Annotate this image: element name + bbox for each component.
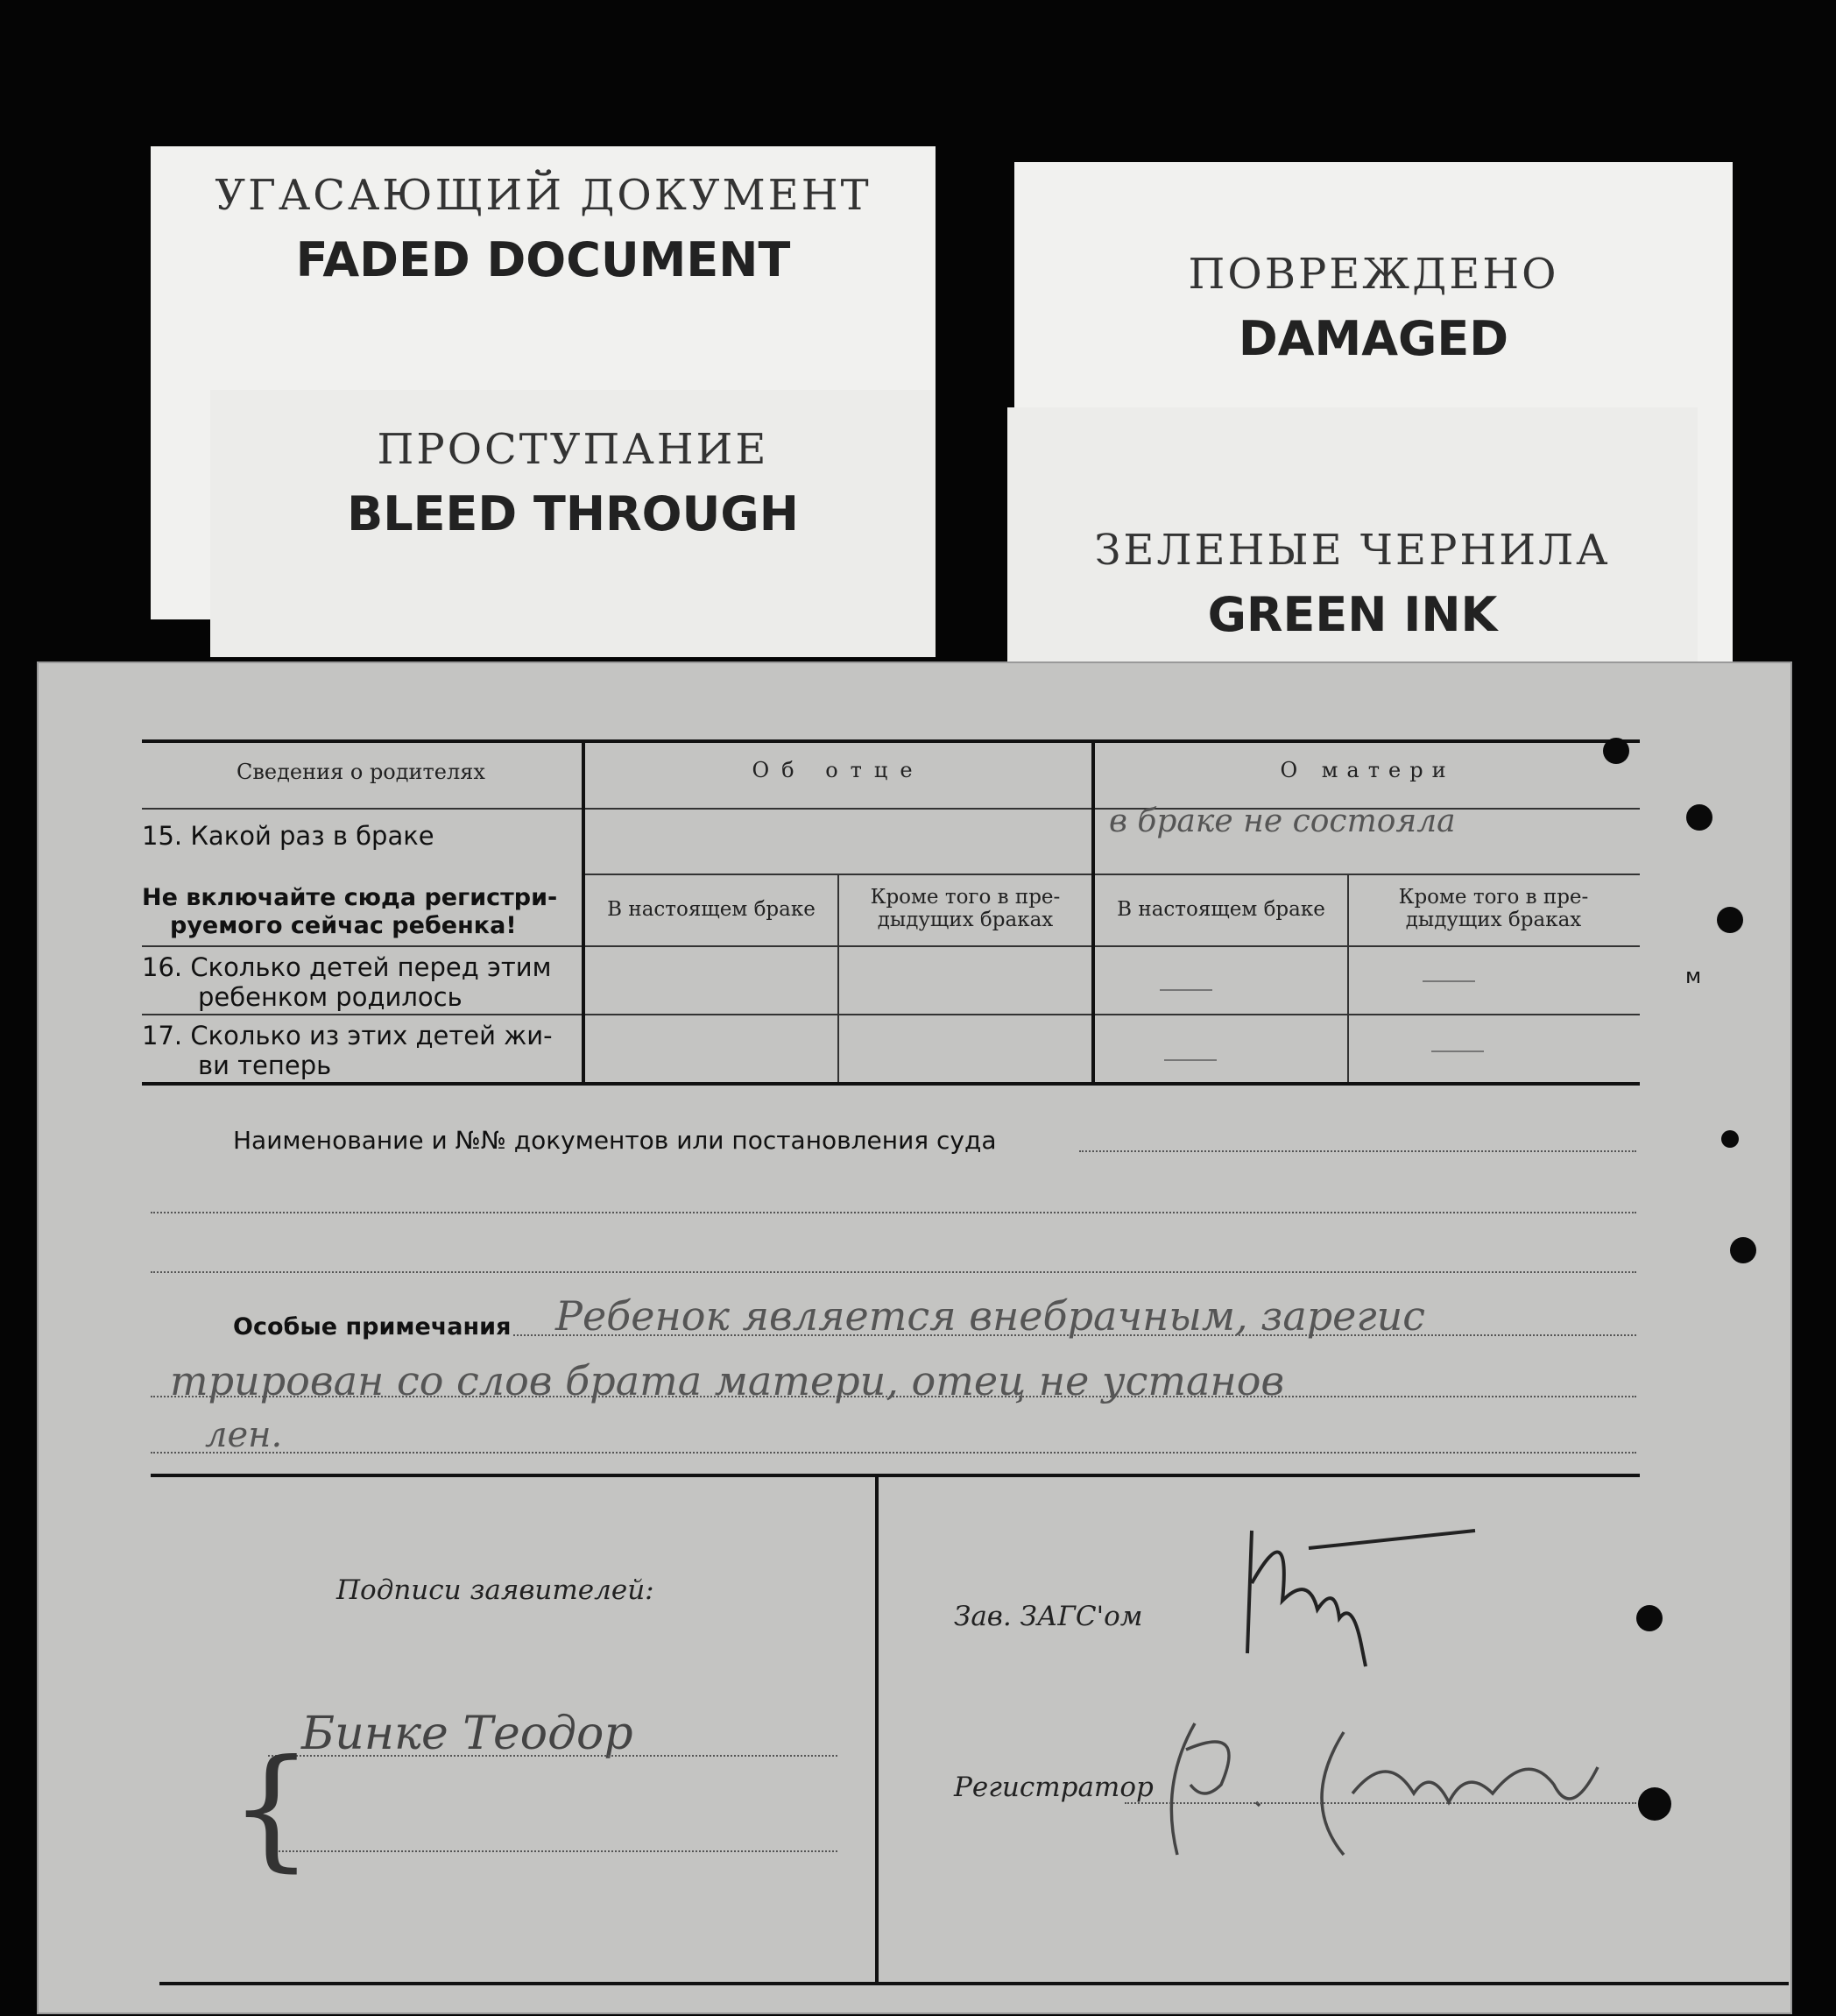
applicant-brace: { <box>230 1732 314 1885</box>
bleed-label-en: BLEED THROUGH <box>347 486 799 541</box>
mother-prev-line-1: Кроме того в пре- <box>1398 886 1589 909</box>
side-margin-letter: м <box>1685 964 1702 988</box>
green-label-en: GREEN INK <box>1207 587 1498 642</box>
notes-handwriting-2: трирован со слов брата матери, отец не установ <box>170 1357 1285 1404</box>
row17-mother-prev-dash <box>1431 1050 1484 1052</box>
father-prev-line-2: дыдущих браках <box>877 909 1054 931</box>
documents-line-3 <box>151 1271 1636 1273</box>
documents-line-1 <box>1079 1150 1636 1152</box>
header-parents: Сведения о родителях <box>237 760 485 784</box>
note-line-1: Не включайте сюда регистри- <box>142 884 558 911</box>
registrar-signature <box>1142 1697 1633 1872</box>
row15-label: 15. Какой раз в браке <box>142 821 434 851</box>
bleed-through-card <box>210 390 936 657</box>
row15-mother-value: в браке не состояла <box>1109 803 1456 839</box>
row17-mother-current-dash <box>1164 1059 1217 1061</box>
row16-line-2: ребенком родилось <box>198 982 463 1012</box>
notes-handwriting-3: лен. <box>205 1415 283 1455</box>
father-prev-marriages <box>839 886 1091 931</box>
notes-line-3 <box>151 1452 1636 1454</box>
mother-prev-marriages <box>1349 886 1638 931</box>
documents-label: Наименование и №№ документов или постановления суда <box>233 1126 997 1155</box>
green-ink-card <box>1007 407 1698 661</box>
zags-head-label: Зав. ЗАГС'ом <box>954 1601 1143 1632</box>
mother-prev-line-2: дыдущих браках <box>1405 909 1582 931</box>
damaged-label-en: DAMAGED <box>1238 311 1509 366</box>
applicant-line-1 <box>268 1755 837 1757</box>
note-line-2: руемого сейчас ребенка! <box>170 912 517 939</box>
mother-current-marriage: В настоящем браке <box>1117 898 1325 921</box>
applicant-signature: Бинке Теодор <box>301 1708 633 1760</box>
row17-line-2: ви теперь <box>198 1050 332 1080</box>
subheader-bottom-rule <box>142 945 1640 947</box>
row16-line-1: 16. Сколько детей перед этим <box>142 952 552 982</box>
notes-label: Особые примечания <box>233 1313 512 1340</box>
row16-bottom-rule <box>142 1014 1640 1015</box>
bleed-label-ru: ПРОСТУПАНИЕ <box>377 425 769 474</box>
father-prev-line-1: Кроме того в пре- <box>870 886 1061 909</box>
registrar-line <box>1125 1802 1636 1804</box>
table-top-rule <box>142 739 1640 743</box>
binding-hole <box>1717 907 1743 933</box>
green-label-ru: ЗЕЛЕНЫЕ ЧЕРНИЛА <box>1094 526 1611 575</box>
header-father: Об отце <box>752 758 925 782</box>
binding-hole <box>1636 1605 1663 1631</box>
applicants-signatures-label: Подписи заявителей: <box>336 1574 654 1606</box>
table-bottom-rule <box>142 1082 1640 1086</box>
row15-bottom-rule <box>582 874 1640 875</box>
sheet-bottom-rule <box>159 1982 1789 1985</box>
damaged-label-ru: ПОВРЕЖДЕНО <box>1188 250 1559 299</box>
faded-label-en: FADED DOCUMENT <box>295 232 791 287</box>
registrar-label: Регистратор <box>954 1772 1154 1803</box>
applicant-line-2 <box>268 1850 837 1852</box>
documents-line-2 <box>151 1212 1636 1213</box>
registration-form-sheet <box>37 661 1792 2014</box>
binding-hole <box>1603 738 1629 764</box>
binding-hole <box>1686 804 1712 831</box>
father-current-marriage: В настоящем браке <box>607 898 816 921</box>
row16-mother-current-dash <box>1160 989 1212 991</box>
faded-label-ru: УГАСАЮЩИЙ ДОКУМЕНТ <box>215 171 872 220</box>
signature-top-rule <box>151 1474 1640 1477</box>
row16-mother-prev-dash <box>1423 980 1475 982</box>
row17-line-1: 17. Сколько из этих детей жи- <box>142 1021 553 1050</box>
header-mother: О матери <box>1280 758 1455 782</box>
zags-head-signature <box>1212 1478 1528 1688</box>
binding-hole <box>1721 1130 1739 1148</box>
notes-handwriting-1: Ребенок является внебрачным, зарегис <box>555 1292 1426 1340</box>
binding-hole <box>1730 1237 1756 1263</box>
signature-divider <box>875 1474 879 1982</box>
notes-line-1 <box>513 1334 1636 1336</box>
notes-line-2 <box>151 1396 1636 1397</box>
binding-hole <box>1638 1787 1671 1821</box>
